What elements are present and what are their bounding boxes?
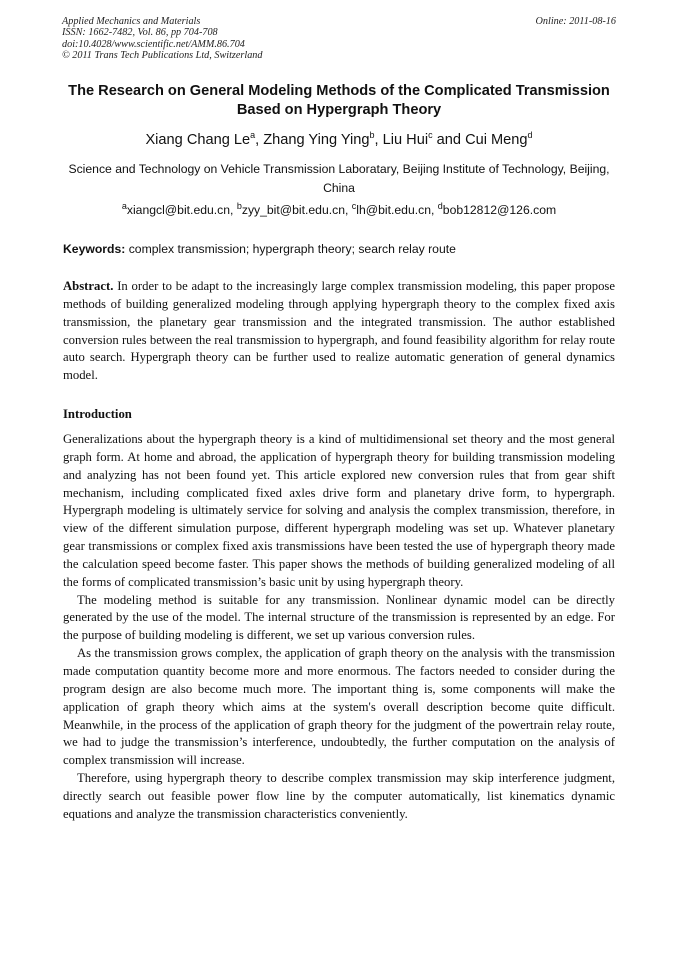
email-address: xiangcl@bit.edu.cn [126,203,231,217]
author-separator: and [432,132,466,148]
journal-name: Applied Mechanics and Materials [62,16,201,27]
paragraph: Generalizations about the hypergraph theory is a kind of multidimensional set theory and the most general graph form. At home and abroad, the application of hypergraph theory for building transmission modeling and analyzing has not been found yet. This article explored new conversion rules that from gear shift mechanism, including complicated fixed axles drive form and planetary drive form, to hypergraph. Hypergraph modeling is ultimately service for solving and analysis the complex transmission, therefore, in view of the different simulation purpose, different hypergraph modeling was set up. Whatever planetary gear transmissions or complex fixed axis transmissions have been tested the use of hypergraph theory made the calculation speed become faster. This paper shows the methods of building generalized modeling of all the forms of complicated transmission’s basic unit by using hypergraph theory. [63,432,615,589]
author-name: Liu Hui [382,132,429,148]
email-1[interactable] [121,200,237,217]
copyright-line: © 2011 Trans Tech Publications Ltd, Switzerland [62,49,263,61]
author-1 [145,132,263,148]
email-list [62,202,616,218]
paper-title: The Research on General Modeling Methods of the Complicated Transmission Based on Hypergraph Theory [68,83,610,118]
abstract-label: Abstract. [63,279,114,293]
introduction-body [63,431,615,824]
email-2[interactable] [236,200,352,217]
author-name: Xiang Chang Le [145,132,251,148]
email-mark: d [437,200,443,211]
author-name: Cui Meng [465,132,528,148]
email-mark: a [121,200,127,211]
paragraph: As the transmission grows complex, the application of graph theory on the analysis with the transmission made computation quantity become more and more enormous. The factors needed to consider during the program design are also become much more. The important thing is, some components will make the application of graph theory which aims at the system's overall description become quite difficult. Meanwhile, in the process of the application of graph theory for the judgment of the powertrain relay route, we had to judge the transmission’s interference, undoubtedly, the further computation on the analysis of complex transmission will increase. [63,646,615,768]
author-separator: , [374,132,383,148]
author-name: Zhang Ying Ying [263,132,370,148]
email-4[interactable] [437,200,557,217]
email-mark: c [351,200,357,211]
keywords-text: complex transmission; hypergraph theory; search relay route [128,242,456,256]
email-separator: , [230,203,237,217]
journal-header [62,16,616,61]
author-mark: d [527,130,533,141]
author-mark: a [250,130,256,141]
email-address: lh@bit.edu.cn [356,203,431,217]
keywords-line [63,241,615,257]
author-separator: , [255,132,264,148]
section-heading-introduction: Introduction [63,407,132,421]
email-separator: , [431,203,438,217]
author-4 [465,132,532,148]
author-list [62,131,616,149]
online-date: Online: 2011-08-16 [535,16,616,27]
abstract [63,278,615,385]
paragraph: Therefore, using hypergraph theory to describe complex transmission may skip interference judgment, directly search out feasible power flow line by the computer automatically, list kinematics dynamic equations and analyze the transmission characteristics conveniently. [63,771,615,821]
abstract-text: In order to be adapt to the increasingly large complex transmission modeling, this paper propose methods of building generalized modeling through applying hypergraph theory to the complex fixed axis transmission, the planetary gear transmission and the integrated transmission. The author established conversion rules between the real transmission to hypergraph, and found feasibility algorithm for relay route auto search. Hypergraph theory can be further used to realize automatic generation of general dynamics model. [63,279,616,383]
issn-line: ISSN: 1662-7482, Vol. 86, pp 704-708 [62,27,218,39]
affiliation: Science and Technology on Vehicle Transmission Laboratary, Beijing Institute of Technology, Beijing, China [68,162,610,195]
author-mark: c [428,130,433,141]
author-3 [383,132,465,148]
keywords-label: Keywords: [63,242,126,256]
author-mark: b [369,130,375,141]
email-separator: , [345,203,352,217]
email-3[interactable] [351,200,438,217]
author-2 [263,132,382,148]
email-mark: b [236,200,242,211]
doi-line: doi:10.4028/www.scientific.net/AMM.86.704 [62,38,245,50]
email-address: bob12812@126.com [442,203,557,217]
email-address: zyy_bit@bit.edu.cn [241,203,345,217]
paragraph: The modeling method is suitable for any transmission. Nonlinear dynamic model can be directly generated by the use of the model. The internal structure of the transmission is represented by an edge. For the purpose of building modeling is different, we set up various conversion rules. [63,592,615,643]
